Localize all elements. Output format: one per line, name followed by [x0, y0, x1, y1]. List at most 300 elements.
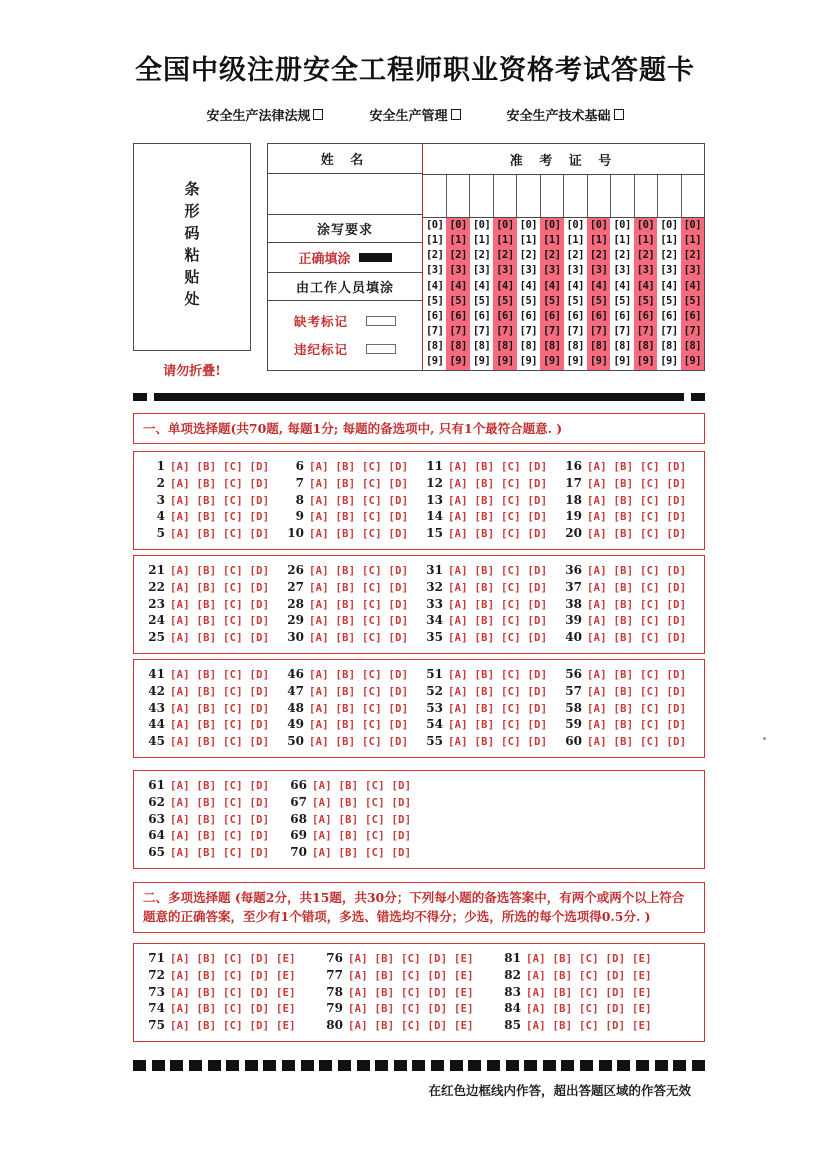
bubble-4-7[interactable]: [7] — [496, 325, 514, 338]
question-options-69[interactable]: [A] [B] [C] [D] — [312, 830, 412, 843]
bubble-1-3[interactable]: [3] — [425, 264, 444, 277]
bubble-8-3[interactable]: [3] — [589, 264, 608, 277]
question-row-6[interactable] — [287, 459, 426, 475]
bubble-2-9[interactable]: [9] — [449, 355, 467, 368]
question-row-51[interactable] — [426, 667, 565, 683]
question-options-78[interactable]: [A] [B] [C] [D] [E] — [348, 986, 474, 999]
bubble-10-5[interactable]: [5] — [636, 294, 655, 307]
bubble-5-3[interactable]: [3] — [519, 264, 538, 277]
question-row-63[interactable] — [148, 812, 290, 828]
question-options-20[interactable]: [A] [B] [C] [D] — [587, 528, 687, 540]
exam-number-bubble-column-12[interactable] — [681, 218, 704, 370]
bubble-11-3[interactable]: [3] — [660, 264, 678, 277]
exam-number-digit-cell-4[interactable] — [494, 175, 518, 217]
question-row-68[interactable] — [290, 812, 432, 828]
bubble-3-8[interactable]: [8] — [472, 340, 491, 353]
bubble-9-0[interactable]: [0] — [613, 219, 631, 231]
question-options-76[interactable]: [A] [B] [C] [D] [E] — [348, 953, 474, 965]
bubble-9-9[interactable]: [9] — [613, 355, 631, 368]
bubble-8-4[interactable]: [4] — [589, 279, 608, 292]
question-options-28[interactable]: [A] [B] [C] [D] — [309, 598, 409, 611]
subject-checkbox-1[interactable] — [313, 109, 323, 120]
bubble-5-0[interactable]: [0] — [519, 219, 538, 231]
bubble-2-2[interactable]: [2] — [449, 249, 467, 262]
bubble-5-8[interactable]: [8] — [519, 340, 538, 353]
question-options-22[interactable]: [A] [B] [C] [D] — [170, 581, 270, 594]
question-row-12[interactable] — [426, 476, 565, 492]
bubble-2-7[interactable]: [7] — [449, 325, 467, 338]
exam-number-bubble-column-4[interactable] — [493, 218, 516, 370]
question-row-42[interactable] — [148, 684, 287, 700]
bubble-7-1[interactable]: [1] — [566, 234, 584, 247]
question-row-21[interactable] — [148, 563, 287, 579]
bubble-2-5[interactable]: [5] — [449, 294, 467, 307]
question-row-22[interactable] — [148, 580, 287, 596]
question-row-48[interactable] — [287, 701, 426, 717]
question-row-83[interactable] — [504, 985, 682, 1001]
question-options-83[interactable]: [A] [B] [C] [D] [E] — [526, 986, 652, 999]
question-row-4[interactable] — [148, 509, 287, 525]
bubble-3-2[interactable]: [2] — [472, 249, 491, 262]
question-row-58[interactable] — [565, 701, 704, 717]
bubble-3-9[interactable]: [9] — [472, 355, 491, 368]
bubble-7-5[interactable]: [5] — [566, 294, 584, 307]
bubble-4-8[interactable]: [8] — [496, 340, 514, 353]
bubble-9-3[interactable]: [3] — [613, 264, 631, 277]
question-options-17[interactable]: [A] [B] [C] [D] — [587, 477, 687, 490]
absent-mark-box[interactable] — [366, 316, 396, 326]
question-row-18[interactable] — [565, 493, 704, 509]
bubble-8-6[interactable]: [6] — [589, 309, 608, 322]
bubble-11-8[interactable]: [8] — [660, 340, 678, 353]
question-options-54[interactable]: [A] [B] [C] [D] — [448, 719, 548, 732]
question-options-11[interactable]: [A] [B] [C] [D] — [448, 461, 548, 473]
question-row-62[interactable] — [148, 795, 290, 811]
violation-mark-box[interactable] — [366, 344, 396, 354]
bubble-6-2[interactable]: [2] — [543, 249, 561, 262]
bubble-12-9[interactable]: [9] — [683, 355, 702, 368]
bubble-10-6[interactable]: [6] — [636, 309, 655, 322]
bubble-7-6[interactable]: [6] — [566, 309, 584, 322]
question-row-54[interactable] — [426, 717, 565, 733]
question-options-53[interactable]: [A] [B] [C] [D] — [448, 702, 548, 715]
bubble-9-4[interactable]: [4] — [613, 279, 631, 292]
exam-number-digit-cell-11[interactable] — [658, 175, 682, 217]
question-options-66[interactable]: [A] [B] [C] [D] — [312, 780, 412, 792]
question-row-65[interactable] — [148, 845, 290, 861]
bubble-6-9[interactable]: [9] — [543, 355, 561, 368]
question-options-5[interactable]: [A] [B] [C] [D] — [170, 528, 270, 540]
subject-option-2[interactable] — [369, 105, 460, 124]
bubble-4-9[interactable]: [9] — [496, 355, 514, 368]
question-options-10[interactable]: [A] [B] [C] [D] — [309, 528, 409, 540]
question-row-52[interactable] — [426, 684, 565, 700]
subject-option-1[interactable] — [206, 105, 323, 124]
bubble-11-7[interactable]: [7] — [660, 325, 678, 338]
question-options-34[interactable]: [A] [B] [C] [D] — [448, 615, 548, 628]
question-options-4[interactable]: [A] [B] [C] [D] — [170, 511, 270, 524]
question-row-71[interactable] — [148, 951, 326, 967]
question-options-41[interactable]: [A] [B] [C] [D] — [170, 669, 270, 681]
bubble-8-5[interactable]: [5] — [589, 294, 608, 307]
bubble-7-4[interactable]: [4] — [566, 279, 584, 292]
bubble-10-2[interactable]: [2] — [636, 249, 655, 262]
question-options-61[interactable]: [A] [B] [C] [D] — [170, 780, 270, 792]
question-row-70[interactable] — [290, 845, 432, 861]
question-options-60[interactable]: [A] [B] [C] [D] — [587, 736, 687, 748]
exam-number-digit-cell-2[interactable] — [447, 175, 471, 217]
question-row-17[interactable] — [565, 476, 704, 492]
question-options-85[interactable]: [A] [B] [C] [D] [E] — [526, 1020, 652, 1032]
bubble-7-0[interactable]: [0] — [566, 219, 584, 231]
question-row-28[interactable] — [287, 597, 426, 613]
question-options-57[interactable]: [A] [B] [C] [D] — [587, 685, 687, 698]
question-options-55[interactable]: [A] [B] [C] [D] — [448, 736, 548, 748]
question-options-6[interactable]: [A] [B] [C] [D] — [309, 461, 409, 473]
bubble-5-6[interactable]: [6] — [519, 309, 538, 322]
bubble-2-1[interactable]: [1] — [449, 234, 467, 247]
question-row-60[interactable] — [565, 734, 704, 750]
bubble-6-3[interactable]: [3] — [543, 264, 561, 277]
bubble-4-0[interactable]: [0] — [496, 219, 514, 231]
exam-number-bubble-column-1[interactable] — [423, 218, 446, 370]
question-options-62[interactable]: [A] [B] [C] [D] — [170, 796, 270, 809]
question-row-73[interactable] — [148, 985, 326, 1001]
question-row-14[interactable] — [426, 509, 565, 525]
bubble-8-1[interactable]: [1] — [589, 234, 608, 247]
bubble-5-9[interactable]: [9] — [519, 355, 538, 368]
question-row-24[interactable] — [148, 613, 287, 629]
bubble-11-4[interactable]: [4] — [660, 279, 678, 292]
exam-number-digit-cell-9[interactable] — [611, 175, 635, 217]
question-options-50[interactable]: [A] [B] [C] [D] — [309, 736, 409, 748]
question-row-16[interactable] — [565, 459, 704, 475]
exam-number-digit-cell-3[interactable] — [470, 175, 494, 217]
question-row-75[interactable] — [148, 1018, 326, 1034]
question-row-84[interactable] — [504, 1001, 682, 1017]
question-options-16[interactable]: [A] [B] [C] [D] — [587, 461, 687, 473]
exam-number-digit-cell-10[interactable] — [635, 175, 659, 217]
bubble-5-4[interactable]: [4] — [519, 279, 538, 292]
question-row-5[interactable] — [148, 526, 287, 542]
question-row-50[interactable] — [287, 734, 426, 750]
question-options-15[interactable]: [A] [B] [C] [D] — [448, 528, 548, 540]
question-options-37[interactable]: [A] [B] [C] [D] — [587, 581, 687, 594]
question-options-33[interactable]: [A] [B] [C] [D] — [448, 598, 548, 611]
question-row-20[interactable] — [565, 526, 704, 542]
question-options-26[interactable]: [A] [B] [C] [D] — [309, 565, 409, 577]
bubble-3-5[interactable]: [5] — [472, 294, 491, 307]
question-row-36[interactable] — [565, 563, 704, 579]
exam-number-bubble-column-11[interactable] — [657, 218, 680, 370]
answer-block-61-70[interactable] — [133, 770, 705, 869]
question-options-64[interactable]: [A] [B] [C] [D] — [170, 830, 270, 843]
question-options-81[interactable]: [A] [B] [C] [D] [E] — [526, 953, 652, 965]
bubble-12-1[interactable]: [1] — [683, 234, 702, 247]
question-row-30[interactable] — [287, 630, 426, 646]
bubble-10-3[interactable]: [3] — [636, 264, 655, 277]
question-row-38[interactable] — [565, 597, 704, 613]
exam-number-bubble-column-7[interactable] — [564, 218, 587, 370]
bubble-5-5[interactable]: [5] — [519, 294, 538, 307]
question-options-18[interactable]: [A] [B] [C] [D] — [587, 494, 687, 507]
subject-option-3[interactable] — [507, 105, 624, 124]
exam-number-digit-cell-12[interactable] — [682, 175, 705, 217]
question-options-38[interactable]: [A] [B] [C] [D] — [587, 598, 687, 611]
question-options-7[interactable]: [A] [B] [C] [D] — [309, 477, 409, 490]
violation-mark-row[interactable] — [294, 340, 396, 358]
bubble-8-2[interactable]: [2] — [589, 249, 608, 262]
question-row-80[interactable] — [326, 1018, 504, 1034]
question-options-68[interactable]: [A] [B] [C] [D] — [312, 813, 412, 826]
bubble-6-6[interactable]: [6] — [543, 309, 561, 322]
question-row-64[interactable] — [148, 828, 290, 844]
bubble-2-4[interactable]: [4] — [449, 279, 467, 292]
question-options-77[interactable]: [A] [B] [C] [D] [E] — [348, 969, 474, 982]
question-options-70[interactable]: [A] [B] [C] [D] — [312, 847, 412, 859]
bubble-2-3[interactable]: [3] — [449, 264, 467, 277]
question-row-53[interactable] — [426, 701, 565, 717]
subject-checkbox-2[interactable] — [451, 109, 461, 120]
absent-mark-row[interactable] — [294, 312, 396, 330]
question-options-44[interactable]: [A] [B] [C] [D] — [170, 719, 270, 732]
bubble-11-1[interactable]: [1] — [660, 234, 678, 247]
bubble-12-8[interactable]: [8] — [683, 340, 702, 353]
bubble-6-4[interactable]: [4] — [543, 279, 561, 292]
question-options-29[interactable]: [A] [B] [C] [D] — [309, 615, 409, 628]
question-options-23[interactable]: [A] [B] [C] [D] — [170, 598, 270, 611]
bubble-4-5[interactable]: [5] — [496, 294, 514, 307]
question-options-58[interactable]: [A] [B] [C] [D] — [587, 702, 687, 715]
question-options-84[interactable]: [A] [B] [C] [D] [E] — [526, 1003, 652, 1016]
question-row-15[interactable] — [426, 526, 565, 542]
question-row-66[interactable] — [290, 778, 432, 794]
question-row-59[interactable] — [565, 717, 704, 733]
bubble-6-7[interactable]: [7] — [543, 325, 561, 338]
question-row-44[interactable] — [148, 717, 287, 733]
bubble-2-8[interactable]: [8] — [449, 340, 467, 353]
bubble-7-3[interactable]: [3] — [566, 264, 584, 277]
name-write-in-cell[interactable] — [268, 174, 422, 216]
question-row-74[interactable] — [148, 1001, 326, 1017]
question-row-76[interactable] — [326, 951, 504, 967]
bubble-8-7[interactable]: [7] — [589, 325, 608, 338]
question-options-9[interactable]: [A] [B] [C] [D] — [309, 511, 409, 524]
bubble-11-9[interactable]: [9] — [660, 355, 678, 368]
exam-number-digit-cell-6[interactable] — [541, 175, 565, 217]
question-options-42[interactable]: [A] [B] [C] [D] — [170, 685, 270, 698]
answer-block-41-60[interactable] — [133, 659, 705, 758]
question-options-71[interactable]: [A] [B] [C] [D] [E] — [170, 953, 296, 965]
question-row-82[interactable] — [504, 968, 682, 984]
bubble-4-4[interactable]: [4] — [496, 279, 514, 292]
barcode-paste-box[interactable] — [133, 143, 251, 351]
question-row-23[interactable] — [148, 597, 287, 613]
question-row-46[interactable] — [287, 667, 426, 683]
question-row-10[interactable] — [287, 526, 426, 542]
question-row-13[interactable] — [426, 493, 565, 509]
question-options-40[interactable]: [A] [B] [C] [D] — [587, 632, 687, 644]
question-options-63[interactable]: [A] [B] [C] [D] — [170, 813, 270, 826]
question-options-74[interactable]: [A] [B] [C] [D] [E] — [170, 1003, 296, 1016]
bubble-9-8[interactable]: [8] — [613, 340, 631, 353]
bubble-5-1[interactable]: [1] — [519, 234, 538, 247]
question-options-13[interactable]: [A] [B] [C] [D] — [448, 494, 548, 507]
question-options-27[interactable]: [A] [B] [C] [D] — [309, 581, 409, 594]
bubble-9-6[interactable]: [6] — [613, 309, 631, 322]
bubble-6-1[interactable]: [1] — [543, 234, 561, 247]
bubble-1-1[interactable]: [1] — [425, 234, 444, 247]
question-row-39[interactable] — [565, 613, 704, 629]
bubble-12-3[interactable]: [3] — [683, 264, 702, 277]
question-options-51[interactable]: [A] [B] [C] [D] — [448, 669, 548, 681]
question-options-45[interactable]: [A] [B] [C] [D] — [170, 736, 270, 748]
question-row-2[interactable] — [148, 476, 287, 492]
bubble-3-3[interactable]: [3] — [472, 264, 491, 277]
question-row-37[interactable] — [565, 580, 704, 596]
question-row-25[interactable] — [148, 630, 287, 646]
question-row-19[interactable] — [565, 509, 704, 525]
question-options-59[interactable]: [A] [B] [C] [D] — [587, 719, 687, 732]
question-row-45[interactable] — [148, 734, 287, 750]
question-options-8[interactable]: [A] [B] [C] [D] — [309, 494, 409, 507]
bubble-8-8[interactable]: [8] — [589, 340, 608, 353]
bubble-9-2[interactable]: [2] — [613, 249, 631, 262]
bubble-1-7[interactable]: [7] — [425, 325, 444, 338]
question-options-25[interactable]: [A] [B] [C] [D] — [170, 632, 270, 644]
bubble-12-0[interactable]: [0] — [683, 219, 702, 231]
question-row-11[interactable] — [426, 459, 565, 475]
question-row-9[interactable] — [287, 509, 426, 525]
bubble-9-1[interactable]: [1] — [613, 234, 631, 247]
subject-checkbox-3[interactable] — [614, 109, 624, 120]
question-row-40[interactable] — [565, 630, 704, 646]
bubble-4-6[interactable]: [6] — [496, 309, 514, 322]
exam-number-bubble-column-9[interactable] — [610, 218, 633, 370]
question-row-85[interactable] — [504, 1018, 682, 1034]
exam-number-bubble-column-8[interactable] — [587, 218, 610, 370]
bubble-11-2[interactable]: [2] — [660, 249, 678, 262]
question-row-81[interactable] — [504, 951, 682, 967]
question-options-65[interactable]: [A] [B] [C] [D] — [170, 847, 270, 859]
question-row-55[interactable] — [426, 734, 565, 750]
bubble-12-2[interactable]: [2] — [683, 249, 702, 262]
question-options-31[interactable]: [A] [B] [C] [D] — [448, 565, 548, 577]
bubble-3-7[interactable]: [7] — [472, 325, 491, 338]
question-options-30[interactable]: [A] [B] [C] [D] — [309, 632, 409, 644]
question-options-43[interactable]: [A] [B] [C] [D] — [170, 702, 270, 715]
question-row-26[interactable] — [287, 563, 426, 579]
bubble-4-1[interactable]: [1] — [496, 234, 514, 247]
question-row-33[interactable] — [426, 597, 565, 613]
question-options-35[interactable]: [A] [B] [C] [D] — [448, 632, 548, 644]
question-options-39[interactable]: [A] [B] [C] [D] — [587, 615, 687, 628]
bubble-4-3[interactable]: [3] — [496, 264, 514, 277]
question-row-49[interactable] — [287, 717, 426, 733]
bubble-12-7[interactable]: [7] — [683, 325, 702, 338]
bubble-1-8[interactable]: [8] — [425, 340, 444, 353]
exam-number-bubble-grid[interactable] — [423, 218, 704, 370]
question-options-80[interactable]: [A] [B] [C] [D] [E] — [348, 1020, 474, 1032]
question-row-27[interactable] — [287, 580, 426, 596]
question-row-43[interactable] — [148, 701, 287, 717]
bubble-1-4[interactable]: [4] — [425, 279, 444, 292]
question-row-69[interactable] — [290, 828, 432, 844]
question-row-31[interactable] — [426, 563, 565, 579]
question-options-36[interactable]: [A] [B] [C] [D] — [587, 565, 687, 577]
bubble-7-2[interactable]: [2] — [566, 249, 584, 262]
bubble-12-6[interactable]: [6] — [683, 309, 702, 322]
question-options-46[interactable]: [A] [B] [C] [D] — [309, 669, 409, 681]
question-row-41[interactable] — [148, 667, 287, 683]
bubble-11-5[interactable]: [5] — [660, 294, 678, 307]
question-row-1[interactable] — [148, 459, 287, 475]
bubble-10-8[interactable]: [8] — [636, 340, 655, 353]
bubble-7-8[interactable]: [8] — [566, 340, 584, 353]
exam-number-bubble-column-3[interactable] — [470, 218, 493, 370]
bubble-3-1[interactable]: [1] — [472, 234, 491, 247]
bubble-11-0[interactable]: [0] — [660, 219, 678, 231]
question-row-7[interactable] — [287, 476, 426, 492]
bubble-2-6[interactable]: [6] — [449, 309, 467, 322]
bubble-5-7[interactable]: [7] — [519, 325, 538, 338]
question-row-77[interactable] — [326, 968, 504, 984]
bubble-1-9[interactable]: [9] — [425, 355, 444, 368]
answer-block-1-20[interactable] — [133, 451, 705, 550]
question-row-56[interactable] — [565, 667, 704, 683]
exam-number-digit-cell-5[interactable] — [517, 175, 541, 217]
bubble-1-0[interactable]: [0] — [425, 219, 444, 231]
question-options-72[interactable]: [A] [B] [C] [D] [E] — [170, 969, 296, 982]
question-options-73[interactable]: [A] [B] [C] [D] [E] — [170, 986, 296, 999]
bubble-1-5[interactable]: [5] — [425, 294, 444, 307]
question-options-49[interactable]: [A] [B] [C] [D] — [309, 719, 409, 732]
question-row-47[interactable] — [287, 684, 426, 700]
exam-number-digit-cell-8[interactable] — [588, 175, 612, 217]
question-options-32[interactable]: [A] [B] [C] [D] — [448, 581, 548, 594]
bubble-10-7[interactable]: [7] — [636, 325, 655, 338]
bubble-5-2[interactable]: [2] — [519, 249, 538, 262]
question-row-72[interactable] — [148, 968, 326, 984]
bubble-3-0[interactable]: [0] — [472, 219, 491, 231]
bubble-10-9[interactable]: [9] — [636, 355, 655, 368]
bubble-6-0[interactable]: [0] — [543, 219, 561, 231]
question-options-24[interactable]: [A] [B] [C] [D] — [170, 615, 270, 628]
question-row-67[interactable] — [290, 795, 432, 811]
bubble-10-1[interactable]: [1] — [636, 234, 655, 247]
bubble-7-9[interactable]: [9] — [566, 355, 584, 368]
question-row-34[interactable] — [426, 613, 565, 629]
question-row-57[interactable] — [565, 684, 704, 700]
bubble-9-7[interactable]: [7] — [613, 325, 631, 338]
exam-number-bubble-column-10[interactable] — [634, 218, 657, 370]
question-row-35[interactable] — [426, 630, 565, 646]
bubble-3-6[interactable]: [6] — [472, 309, 491, 322]
bubble-8-9[interactable]: [9] — [589, 355, 608, 368]
bubble-1-6[interactable]: [6] — [425, 309, 444, 322]
question-row-32[interactable] — [426, 580, 565, 596]
bubble-9-5[interactable]: [5] — [613, 294, 631, 307]
question-options-1[interactable]: [A] [B] [C] [D] — [170, 461, 270, 473]
bubble-8-0[interactable]: [0] — [589, 219, 608, 231]
question-row-8[interactable] — [287, 493, 426, 509]
question-row-3[interactable] — [148, 493, 287, 509]
bubble-12-5[interactable]: [5] — [683, 294, 702, 307]
exam-number-digit-cell-7[interactable] — [564, 175, 588, 217]
bubble-12-4[interactable]: [4] — [683, 279, 702, 292]
question-options-56[interactable]: [A] [B] [C] [D] — [587, 669, 687, 681]
question-row-29[interactable] — [287, 613, 426, 629]
